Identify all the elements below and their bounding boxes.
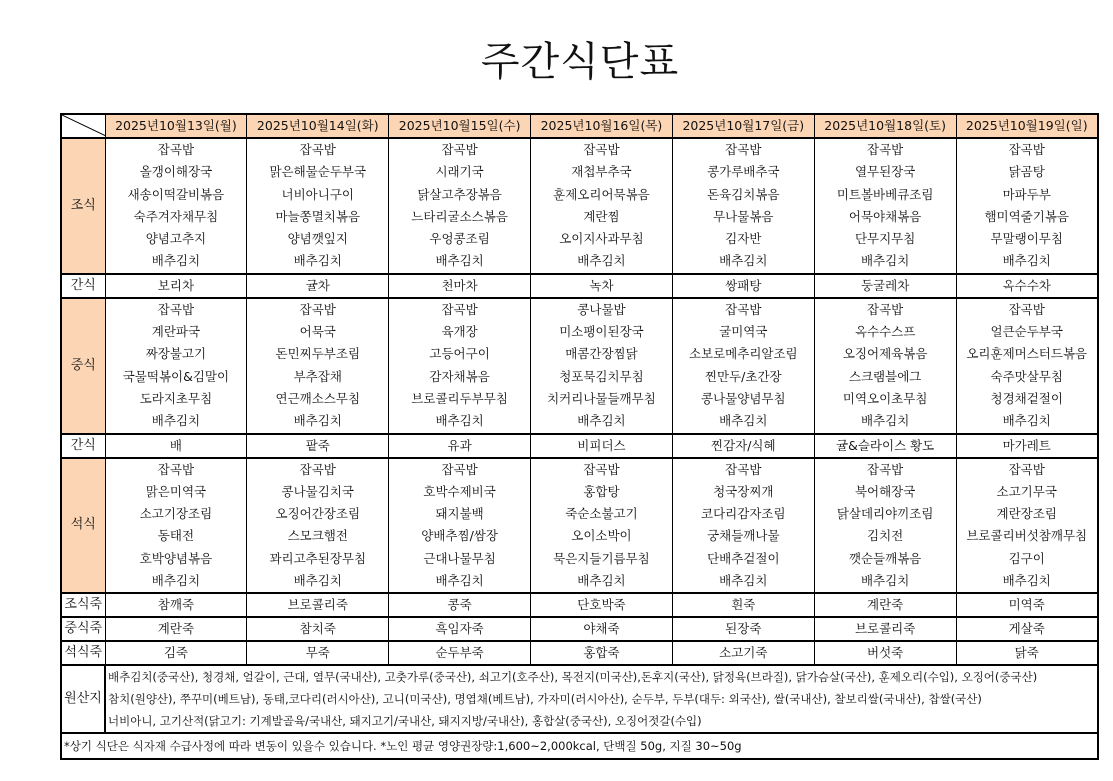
breakfast-cell <box>672 138 814 274</box>
menu-item: 잡곡밥 <box>725 301 762 317</box>
menu-item: 잡곡밥 <box>867 142 904 157</box>
porridge-breakfast-cell: 흰죽 <box>672 593 814 617</box>
porridge-breakfast-row <box>61 593 1098 617</box>
menu-item: 배추김치 <box>577 413 626 429</box>
menu-item: 돈육김치볶음 <box>707 186 780 202</box>
porridge-dinner-cell: 홍합죽 <box>531 641 673 665</box>
menu-item: 어묵야채볶음 <box>848 208 922 224</box>
menu-item: 미트볼바베큐조림 <box>836 186 934 202</box>
menu-item: 김자반 <box>725 231 762 247</box>
snack2-cell: 찐감자/식혜 <box>672 434 814 458</box>
porridge-dinner-cell: 순두부죽 <box>389 641 531 665</box>
menu-item: 잡곡밥 <box>299 301 336 317</box>
menu-item: 오이소박이 <box>571 528 632 544</box>
menu-item: 소고기장조림 <box>139 506 213 522</box>
menu-item: 홍합탕 <box>583 483 620 499</box>
porridge-breakfast-cell: 미역죽 <box>956 593 1098 617</box>
menu-item: 짜장불고기 <box>145 346 207 362</box>
menu-item: 청국장찌개 <box>713 483 774 499</box>
dinner-cell <box>105 458 247 594</box>
menu-item: 양념고추지 <box>145 231 207 247</box>
dinner-label: 석식 <box>61 458 105 594</box>
lunch-row <box>61 298 1098 434</box>
snack1-cell: 보리차 <box>105 274 247 298</box>
menu-item: 잡곡밥 <box>441 301 478 317</box>
menu-item: 단배추겉절이 <box>707 550 780 566</box>
menu-item: 계란찜 <box>583 208 620 224</box>
porridge-breakfast-cell: 브로콜리죽 <box>247 593 389 617</box>
porridge-breakfast-cell: 단호박죽 <box>531 593 673 617</box>
snack1-cell: 천마차 <box>389 274 531 298</box>
menu-item: 잡곡밥 <box>1008 461 1045 477</box>
menu-item: 오징어제육볶음 <box>842 346 928 362</box>
corner-cell <box>61 114 105 138</box>
menu-item: 부추잡채 <box>293 368 342 384</box>
menu-table <box>60 113 1099 760</box>
menu-item: 잡곡밥 <box>867 301 904 317</box>
menu-item: 잡곡밥 <box>157 301 195 317</box>
snack1-cell: 옥수수차 <box>956 274 1098 298</box>
menu-item: 치커리나물들깨무침 <box>547 390 656 406</box>
menu-item: 너비아니구이 <box>281 186 354 202</box>
menu-item: 배추김치 <box>151 413 201 429</box>
menu-item: 배추김치 <box>1002 413 1051 429</box>
lunch-cell <box>105 298 247 434</box>
porridge-breakfast-label: 조식죽 <box>61 593 105 617</box>
snack2-cell: 유과 <box>389 434 531 458</box>
menu-item: 새송이떡갈비볶음 <box>127 186 225 202</box>
menu-item: 콩가루배추국 <box>707 164 780 180</box>
menu-item: 배추김치 <box>1002 573 1051 589</box>
porridge-dinner-cell: 소고기죽 <box>672 641 814 665</box>
menu-item: 마늘쫑멸치볶음 <box>275 208 361 224</box>
porridge-dinner-cell: 닭죽 <box>956 641 1098 665</box>
porridge-lunch-cell: 야채죽 <box>531 617 673 641</box>
origin-text <box>105 665 1098 733</box>
menu-item: 동태전 <box>157 528 195 544</box>
snack2-cell: 비피더스 <box>531 434 673 458</box>
menu-item: 매콤간장찜닭 <box>565 346 638 362</box>
snack1-row <box>61 274 1098 298</box>
menu-item: 청포묵김치무침 <box>559 368 644 384</box>
porridge-dinner-cell: 김죽 <box>105 641 247 665</box>
menu-item: 잡곡밥 <box>441 142 478 157</box>
menu-item: 배추김치 <box>860 573 910 589</box>
menu-item: 옥수수스프 <box>854 324 916 340</box>
snack2-cell: 마가레트 <box>956 434 1098 458</box>
menu-item: 미역오이초무침 <box>842 390 928 406</box>
menu-item: 마파두부 <box>1002 186 1051 202</box>
menu-item: 계란장조림 <box>996 506 1057 522</box>
menu-item: 잡곡밥 <box>299 461 336 477</box>
menu-item: 배추김치 <box>435 573 484 589</box>
menu-item: 배추김치 <box>860 253 910 269</box>
origin-line: 참치(원양산), 쭈꾸미(베트남), 동태,코다리(러시아산), 고니(미국산), 명엽채(베트남), 가자미(러시아산), 순두부, 두부(대두: 외국산), 쌀(국내산), 찰보리쌀(국내산), 찹쌀(국산) <box>108 692 982 707</box>
porridge-lunch-cell: 계란죽 <box>105 617 247 641</box>
snack2-row <box>61 434 1098 458</box>
menu-item: 굴미역국 <box>719 324 768 340</box>
menu-item: 배추김치 <box>151 253 201 269</box>
menu-item: 오이지사과무침 <box>559 231 644 247</box>
menu-item: 소보로메추리알조림 <box>688 346 798 362</box>
menu-item: 배추김치 <box>860 413 910 429</box>
menu-item: 배추김치 <box>293 413 342 429</box>
menu-item: 잡곡밥 <box>441 461 478 477</box>
day-header: 2025년10월17일(금) <box>672 114 814 138</box>
menu-item: 돼지불백 <box>435 506 484 522</box>
breakfast-row <box>61 138 1098 274</box>
menu-item: 스크램블에그 <box>848 368 922 384</box>
menu-item: 스모크햄전 <box>287 528 348 544</box>
menu-item: 잡곡밥 <box>867 461 904 477</box>
day-header: 2025년10월14일(화) <box>247 114 389 138</box>
menu-item: 닭살고추장볶음 <box>417 186 502 202</box>
menu-item: 배추김치 <box>151 573 201 589</box>
menu-item: 열무된장국 <box>854 164 916 180</box>
menu-item: 김구이 <box>1008 550 1045 566</box>
menu-item: 잡곡밥 <box>157 142 195 157</box>
menu-item: 배추김치 <box>719 253 768 269</box>
snack2-label: 간식 <box>61 434 105 458</box>
origin-label: 원산지 <box>61 665 105 733</box>
lunch-cell <box>531 298 673 434</box>
porridge-lunch-cell: 된장죽 <box>672 617 814 641</box>
menu-item: 양념깻잎지 <box>287 231 348 247</box>
porridge-lunch-cell: 흑임자죽 <box>389 617 531 641</box>
menu-item: 배추김치 <box>577 253 626 269</box>
menu-item: 닭살데리야끼조림 <box>836 506 934 522</box>
porridge-breakfast-cell: 참깨죽 <box>105 593 247 617</box>
menu-item: 잡곡밥 <box>583 142 620 157</box>
breakfast-cell <box>531 138 673 274</box>
menu-item: 죽순소불고기 <box>565 506 638 522</box>
menu-item: 배추김치 <box>577 573 626 589</box>
lunch-cell <box>389 298 531 434</box>
menu-item: 재첩부추국 <box>571 164 632 180</box>
menu-item: 근대나물무침 <box>423 550 496 566</box>
menu-item: 고등어구이 <box>429 346 490 362</box>
menu-item: 무말랭이무침 <box>990 231 1063 247</box>
menu-item: 숙주겨자채무침 <box>133 208 219 224</box>
breakfast-cell <box>247 138 389 274</box>
menu-item: 무나물볶음 <box>713 208 774 224</box>
porridge-dinner-label: 석식죽 <box>61 641 105 665</box>
day-header-row <box>61 114 1098 138</box>
menu-item: 콩나물김치국 <box>281 483 354 499</box>
menu-item: 훈제오리어묵볶음 <box>553 186 650 202</box>
menu-item: 배추김치 <box>719 413 768 429</box>
menu-item: 북어해장국 <box>854 483 916 499</box>
lunch-cell <box>672 298 814 434</box>
menu-item: 잡곡밥 <box>157 461 195 477</box>
page-title: 주간식단표 <box>480 39 680 85</box>
menu-item: 숙주맛살무침 <box>990 368 1063 384</box>
menu-item: 도라지초무침 <box>139 390 213 406</box>
menu-item: 햄미역줄기볶음 <box>984 208 1069 224</box>
breakfast-cell <box>389 138 531 274</box>
snack2-cell: 배 <box>105 434 247 458</box>
breakfast-cell <box>814 138 956 274</box>
lunch-cell <box>247 298 389 434</box>
dinner-row <box>61 458 1098 594</box>
day-header: 2025년10월18일(토) <box>814 114 956 138</box>
lunch-cell <box>814 298 956 434</box>
menu-item: 올갱이해장국 <box>139 164 213 180</box>
day-header: 2025년10월15일(수) <box>389 114 531 138</box>
menu-item: 오리훈제머스터드볶음 <box>966 346 1088 362</box>
menu-item: 닭곰탕 <box>1008 164 1045 180</box>
breakfast-label: 조식 <box>61 138 105 274</box>
menu-item: 브로콜리두부무침 <box>411 390 508 406</box>
snack2-cell: 팥죽 <box>247 434 389 458</box>
menu-item: 김치전 <box>867 528 904 544</box>
menu-item: 배추김치 <box>435 413 484 429</box>
dinner-cell <box>389 458 531 594</box>
snack1-cell: 귤차 <box>247 274 389 298</box>
menu-item: 오징어간장조림 <box>275 506 361 522</box>
note-row <box>61 733 1098 759</box>
lunch-label: 중식 <box>61 298 105 434</box>
porridge-lunch-row <box>61 617 1098 641</box>
dinner-cell <box>531 458 673 594</box>
menu-item: 단무지무침 <box>854 231 916 247</box>
menu-item: 콩나물밥 <box>577 301 626 317</box>
menu-item: 배추김치 <box>719 573 768 589</box>
menu-item: 우엉콩조림 <box>429 231 490 247</box>
porridge-lunch-cell: 게살죽 <box>956 617 1098 641</box>
diagonal-line-icon <box>62 115 105 136</box>
snack1-cell: 둥굴레차 <box>814 274 956 298</box>
menu-item: 호박양념볶음 <box>139 550 213 566</box>
day-header: 2025년10월13일(월) <box>105 114 247 138</box>
menu-item: 돈민찌두부조림 <box>275 346 361 362</box>
snack1-cell: 녹차 <box>531 274 673 298</box>
origin-line: 배추김치(중국산), 청경채, 얼갈이, 근대, 열무(국내산), 고춧가루(중국산), 쇠고기(호주산), 목전지(미국산),돈후지(국산), 닭정육(브라질), 닭가슴살(국산), 훈제오리(수입), 오징어(중국산) <box>108 670 1038 685</box>
menu-item: 시래기국 <box>435 164 484 180</box>
menu-item: 찐만두/초간장 <box>704 368 782 384</box>
menu-item: 양배추찜/쌈장 <box>421 528 498 544</box>
menu-item: 국물떡볶이&김말이 <box>122 368 230 384</box>
menu-item: 청경채겉절이 <box>990 390 1063 406</box>
menu-item: 잡곡밥 <box>1008 142 1045 157</box>
menu-item: 계란파국 <box>151 324 201 340</box>
porridge-dinner-cell: 무죽 <box>247 641 389 665</box>
snack1-label: 간식 <box>61 274 105 298</box>
breakfast-cell <box>956 138 1098 274</box>
menu-item: 배추김치 <box>1002 253 1051 269</box>
dinner-cell <box>247 458 389 594</box>
menu-item: 잡곡밥 <box>299 142 336 157</box>
menu-item: 꽈리고추된장무침 <box>269 550 367 566</box>
menu-item: 미소팽이된장국 <box>559 324 644 340</box>
menu-item: 얼큰순두부국 <box>990 324 1063 340</box>
dinner-cell <box>814 458 956 594</box>
menu-item: 코다리감자조림 <box>701 506 786 522</box>
menu-item: 소고기무국 <box>996 483 1057 499</box>
porridge-breakfast-cell: 콩죽 <box>389 593 531 617</box>
menu-item: 잡곡밥 <box>1008 301 1045 317</box>
menu-item: 배추김치 <box>435 253 484 269</box>
lunch-cell <box>956 298 1098 434</box>
snack2-cell: 귤&슬라이스 황도 <box>814 434 956 458</box>
menu-item: 느타리굴소스볶음 <box>411 208 508 224</box>
menu-item: 배추김치 <box>293 253 342 269</box>
breakfast-cell <box>105 138 247 274</box>
origin-row <box>61 665 1098 733</box>
porridge-lunch-label: 중식죽 <box>61 617 105 641</box>
menu-item: 배추김치 <box>293 573 342 589</box>
porridge-dinner-cell: 버섯죽 <box>814 641 956 665</box>
origin-line: 너비아니, 고기산적(닭고기: 기계발골육/국내산, 돼지고기/국내산, 돼지지방/국내산), 홍합살(중국산), 오징어젓갈(수입) <box>108 714 702 729</box>
menu-item: 감자채볶음 <box>429 368 490 384</box>
menu-item: 궁채들깨나물 <box>707 528 780 544</box>
menu-item: 브로콜리버섯참깨무침 <box>966 528 1088 544</box>
porridge-breakfast-cell: 계란죽 <box>814 593 956 617</box>
menu-item: 맑은해물순두부국 <box>269 164 367 180</box>
menu-item: 호박수제비국 <box>423 483 496 499</box>
dinner-cell <box>672 458 814 594</box>
menu-item: 어묵국 <box>299 324 336 340</box>
menu-item: 육개장 <box>441 324 478 340</box>
menu-item: 깻순들깨볶음 <box>848 550 922 566</box>
menu-item: 잡곡밥 <box>725 142 762 157</box>
day-header: 2025년10월19일(일) <box>956 114 1098 138</box>
porridge-lunch-cell: 참치죽 <box>247 617 389 641</box>
menu-item: 잡곡밥 <box>725 461 762 477</box>
menu-item: 묵은지들기름무침 <box>553 550 650 566</box>
day-header: 2025년10월16일(목) <box>531 114 673 138</box>
menu-item: 맑은미역국 <box>145 483 207 499</box>
menu-item: 연근깨소스무침 <box>275 390 361 406</box>
porridge-dinner-row <box>61 641 1098 665</box>
dinner-cell <box>956 458 1098 594</box>
footnote: *상기 식단은 식자재 수급사정에 따라 변동이 있을수 있습니다. *노인 평균 영양권장량:1,600~2,000kcal, 단백질 50g, 지질 30~50g <box>61 733 1098 759</box>
menu-item: 콩나물양념무침 <box>701 390 786 406</box>
snack1-cell: 쌍패탕 <box>672 274 814 298</box>
porridge-lunch-cell: 브로콜리죽 <box>814 617 956 641</box>
menu-item: 잡곡밥 <box>583 461 620 477</box>
